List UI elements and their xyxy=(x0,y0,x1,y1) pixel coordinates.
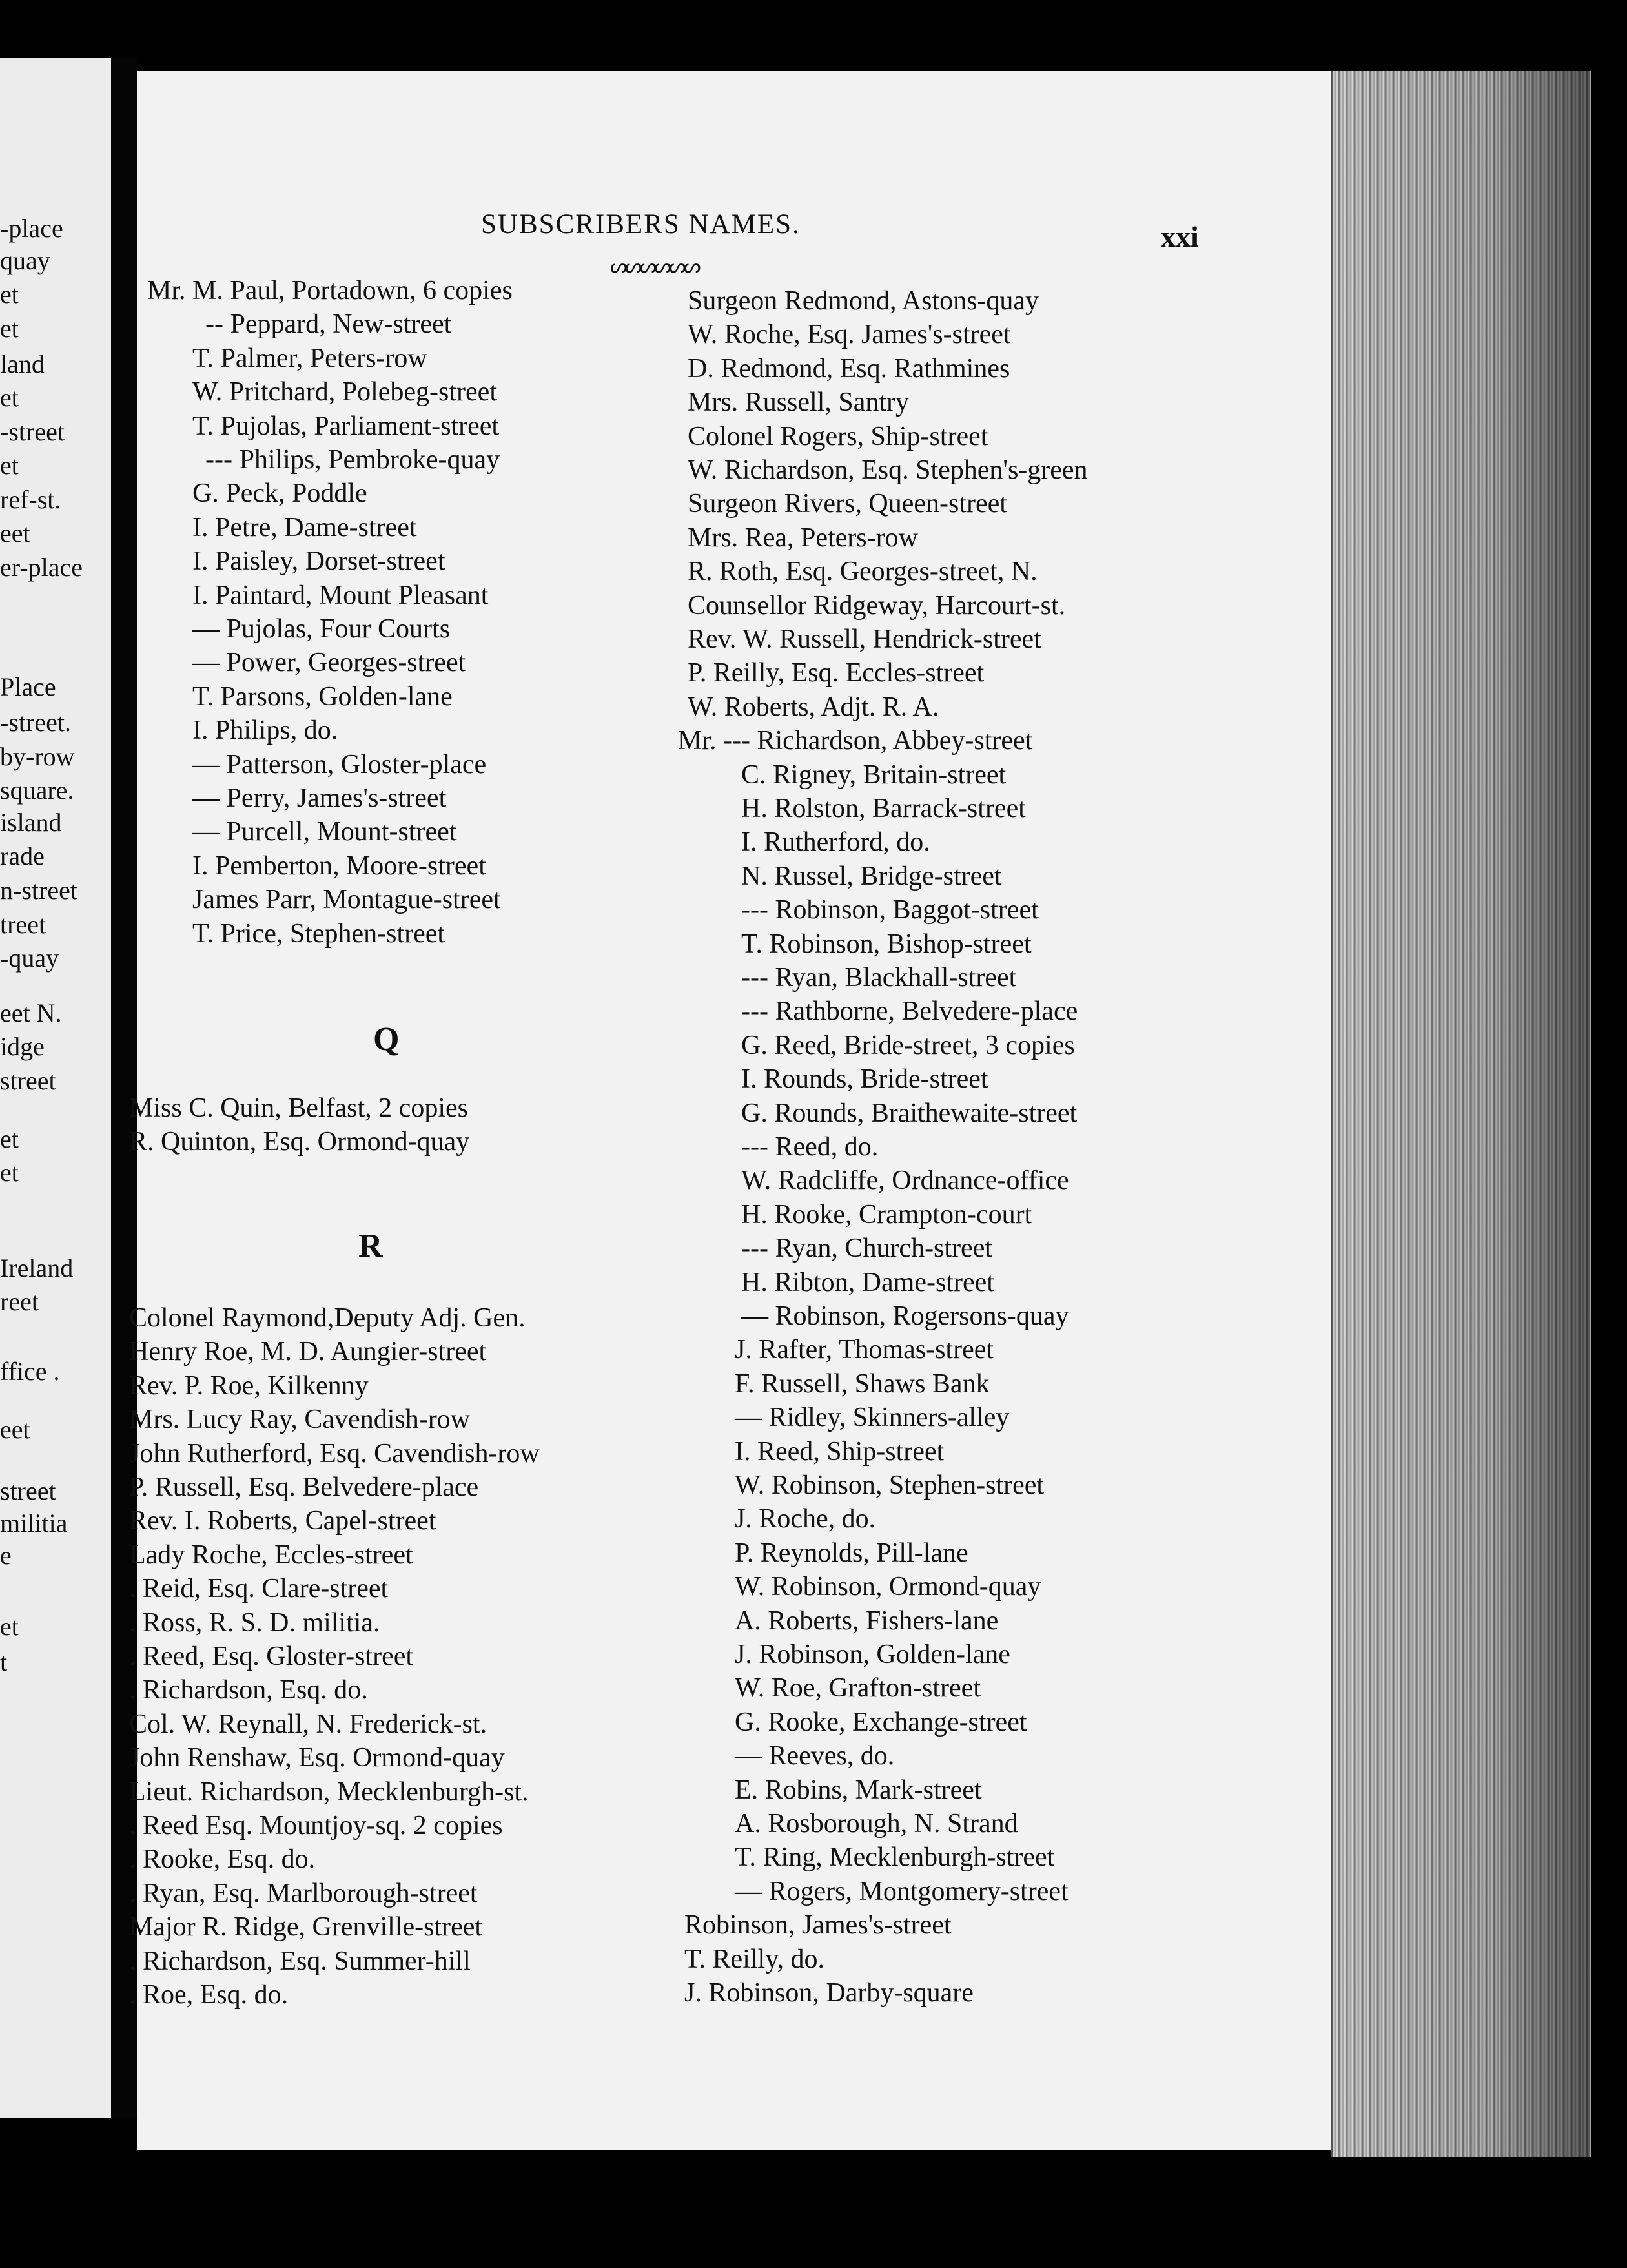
subscriber-entry: E. Robins, Mark-street xyxy=(735,1775,982,1805)
subscriber-entry: I. Rutherford, do. xyxy=(741,827,930,858)
left-page-fragment-line: square. xyxy=(0,776,74,805)
page-edges-shade xyxy=(1331,71,1590,2157)
subscriber-entry: W. Radcliffe, Ordnance-office xyxy=(741,1166,1069,1196)
subscriber-entry: G. Rooke, Exchange-street xyxy=(735,1707,1027,1737)
left-page-fragment-line: -street xyxy=(0,417,65,446)
subscriber-entry: John Renshaw, Esq. Ormond-quay xyxy=(129,1743,505,1773)
subscriber-entry: T. Price, Stephen-street xyxy=(192,918,445,949)
subscriber-entry: R. Roth, Esq. Georges-street, N. xyxy=(688,557,1038,587)
left-page-fragment-line: militia xyxy=(0,1509,68,1538)
subscriber-entry: Lady Roche, Eccles-street xyxy=(129,1540,413,1570)
subscriber-entry: Miss C. Quin, Belfast, 2 copies xyxy=(129,1093,468,1123)
section-heading-r: R xyxy=(358,1228,383,1264)
left-page-fragment-line: treet xyxy=(0,910,46,939)
subscriber-entry: T. Parsons, Golden-lane xyxy=(192,681,453,712)
left-page-fragment-line: by-row xyxy=(0,742,75,771)
left-page-fragment-line: et xyxy=(0,1124,19,1153)
subscriber-entry: T. Ring, Mecklenburgh-street xyxy=(735,1842,1055,1873)
left-page-fragment-line: et xyxy=(0,280,19,309)
subscriber-entry: R. Quinton, Esq. Ormond-quay xyxy=(129,1127,470,1157)
ornament-rule: ᔕᔕᔕᔕᔕᔕ xyxy=(610,256,699,277)
left-page-fragment-line: -place xyxy=(0,214,63,243)
left-page-fragment-line: -street. xyxy=(0,708,71,737)
left-page-fragment-line: e xyxy=(0,1541,12,1570)
subscriber-entry: Lieut. Richardson, Mecklenburgh-st. xyxy=(129,1777,529,1807)
subscriber-entry: I. Pemberton, Moore-street xyxy=(192,850,486,881)
page-number: xxi xyxy=(1161,220,1199,253)
left-page-fragment-line: et xyxy=(0,1612,19,1641)
subscriber-entry: Mr. M. Paul, Portadown, 6 copies xyxy=(147,276,513,305)
subscriber-entry: Major R. Ridge, Grenville-street xyxy=(129,1912,483,1943)
subscriber-entry: — Ridley, Skinners-alley xyxy=(735,1403,1010,1433)
subscriber-entry: --- Robinson, Baggot-street xyxy=(741,895,1039,925)
subscriber-entry: . Reed, Esq. Gloster-street xyxy=(129,1642,414,1671)
subscriber-entry: . Rooke, Esq. do. xyxy=(129,1844,316,1875)
subscriber-entry: J. Robinson, Golden-lane xyxy=(735,1640,1010,1669)
left-page-fragment-line: reet xyxy=(0,1287,39,1316)
subscriber-entry: James Parr, Montague-street xyxy=(192,885,501,915)
subscriber-entry: G. Rounds, Braithewaite-street xyxy=(741,1098,1078,1128)
subscriber-entry: — Power, Georges-street xyxy=(192,648,466,678)
subscriber-entry: Mrs. Rea, Peters-row xyxy=(688,522,918,553)
subscriber-entry: J. Robinson, Darby-square xyxy=(684,1978,974,2008)
subscriber-entry: --- Philips, Pembroke-quay xyxy=(205,445,500,475)
subscriber-entry: . Reed Esq. Mountjoy-sq. 2 copies xyxy=(129,1811,503,1840)
subscriber-entry: I. Reed, Ship-street xyxy=(735,1436,945,1467)
subscriber-entry: Henry Roe, M. D. Aungier-street xyxy=(129,1337,487,1367)
subscriber-entry: W. Roberts, Adjt. R. A. xyxy=(688,692,939,722)
subscriber-entry: -- Peppard, New-street xyxy=(205,309,452,340)
subscriber-entry: Robinson, James's-street xyxy=(684,1910,952,1941)
left-page-fragment-line: eet xyxy=(0,519,30,548)
subscriber-entry: Mrs. Lucy Ray, Cavendish-row xyxy=(129,1405,471,1435)
subscriber-entry: Rev. I. Roberts, Capel-street xyxy=(129,1506,436,1536)
left-page-fragment-line: eet N. xyxy=(0,998,62,1027)
subscriber-entry: T. Pujolas, Parliament-street xyxy=(192,411,500,441)
subscriber-entry: — Patterson, Gloster-place xyxy=(192,749,487,779)
left-page-fragment-line: street xyxy=(0,1476,56,1505)
left-page-fragment-line: eet xyxy=(0,1415,30,1444)
left-page-fragment-line: er-place xyxy=(0,553,83,582)
left-page-fragment-line: idge xyxy=(0,1032,45,1061)
subscriber-entry: W. Robinson, Stephen-street xyxy=(735,1470,1045,1500)
subscriber-entry: . Ross, R. S. D. militia. xyxy=(129,1607,380,1638)
subscriber-entry: Colonel Raymond,Deputy Adj. Gen. xyxy=(129,1303,526,1333)
subscriber-entry: — Perry, James's-street xyxy=(192,783,447,813)
subscriber-entry: — Pujolas, Four Courts xyxy=(192,614,451,644)
page-title: SUBSCRIBERS NAMES. xyxy=(481,209,801,240)
subscriber-entry: G. Peck, Poddle xyxy=(192,479,367,509)
left-page-fragment-line: street xyxy=(0,1066,56,1095)
left-page-fragment-line: t xyxy=(0,1647,8,1676)
subscriber-entry: D. Redmond, Esq. Rathmines xyxy=(688,353,1010,384)
subscriber-entry: --- Reed, do. xyxy=(741,1132,879,1162)
subscriber-entry: . Reid, Esq. Clare-street xyxy=(129,1574,389,1604)
left-page-fragment xyxy=(0,58,111,2118)
subscriber-entry: --- Ryan, Church-street xyxy=(741,1233,993,1264)
subscriber-entry: A. Roberts, Fishers-lane xyxy=(735,1605,999,1636)
subscriber-entry: Rev. W. Russell, Hendrick-street xyxy=(688,624,1041,654)
subscriber-entry: . Ryan, Esq. Marlborough-street xyxy=(129,1878,478,1908)
subscriber-entry: . Richardson, Esq. Summer-hill xyxy=(129,1946,471,1976)
left-page-fragment-line: island xyxy=(0,808,62,837)
subscriber-entry: . Roe, Esq. do. xyxy=(129,1980,289,2010)
left-page-fragment-line: et xyxy=(0,314,19,343)
subscriber-entry: P. Russell, Esq. Belvedere-place xyxy=(129,1472,479,1502)
subscriber-entry: W. Robinson, Ormond-quay xyxy=(735,1572,1041,1602)
subscriber-entry: John Rutherford, Esq. Cavendish-row xyxy=(129,1438,540,1469)
left-page-fragment-line: ref-st. xyxy=(0,485,61,514)
subscriber-entry: T. Robinson, Bishop-street xyxy=(741,929,1032,959)
left-page-fragment-line: rade xyxy=(0,841,45,871)
subscriber-entry: — Reeves, do. xyxy=(735,1741,895,1771)
subscriber-entry: I. Paintard, Mount Pleasant xyxy=(192,580,489,610)
subscriber-entry: H. Rooke, Crampton-court xyxy=(741,1199,1032,1230)
subscriber-entry: J. Roche, do. xyxy=(735,1504,876,1534)
subscriber-entry: H. Ribton, Dame-street xyxy=(741,1267,994,1297)
left-page-fragment-line: ffice . xyxy=(0,1357,60,1386)
left-page-fragment-line: et xyxy=(0,383,19,412)
subscriber-entry: I. Paisley, Dorset-street xyxy=(192,546,445,577)
left-page-fragment-line: et xyxy=(0,451,19,480)
left-page-fragment-line: -quay xyxy=(0,943,59,973)
subscriber-entry: Mrs. Russell, Santry xyxy=(688,387,910,418)
subscriber-entry: P. Reynolds, Pill-lane xyxy=(735,1538,968,1568)
subscriber-entry: C. Rigney, Britain-street xyxy=(741,759,1007,790)
subscriber-entry: Col. W. Reynall, N. Frederick-st. xyxy=(129,1709,487,1739)
subscriber-entry: I. Philips, do. xyxy=(192,716,338,746)
section-heading-q: Q xyxy=(373,1021,400,1058)
subscriber-entry: Surgeon Rivers, Queen-street xyxy=(688,489,1007,519)
subscriber-entry: J. Rafter, Thomas-street xyxy=(735,1335,994,1365)
subscriber-entry: W. Roche, Esq. James's-street xyxy=(688,320,1011,350)
subscriber-entry: N. Russel, Bridge-street xyxy=(741,861,1002,891)
subscriber-entry: Mr. --- Richardson, Abbey-street xyxy=(678,726,1033,756)
subscriber-entry: Counsellor Ridgeway, Harcourt-st. xyxy=(688,590,1066,621)
subscriber-entry: --- Rathborne, Belvedere-place xyxy=(741,996,1078,1027)
left-page-fragment-line: et xyxy=(0,1158,19,1187)
subscriber-entry: W. Roe, Grafton-street xyxy=(735,1673,981,1704)
left-page-fragment-line: Ireland xyxy=(0,1253,74,1283)
subscriber-entry: F. Russell, Shaws Bank xyxy=(735,1368,990,1399)
left-page-fragment-line: n-street xyxy=(0,876,77,905)
subscriber-entry: W. Pritchard, Polebeg-street xyxy=(192,377,497,407)
subscriber-entry: P. Reilly, Esq. Eccles-street xyxy=(688,658,985,688)
subscriber-entry: A. Rosborough, N. Strand xyxy=(735,1809,1018,1839)
subscriber-entry: I. Petre, Dame-street xyxy=(192,512,417,542)
subscriber-entry: Rev. P. Roe, Kilkenny xyxy=(129,1370,369,1401)
subscriber-entry: T. Palmer, Peters-row xyxy=(192,343,427,373)
subscriber-entry: Colonel Rogers, Ship-street xyxy=(688,421,988,451)
left-page-fragment-line: land xyxy=(0,349,45,378)
subscriber-entry: — Robinson, Rogersons-quay xyxy=(741,1301,1069,1331)
left-page-fragment-line: quay xyxy=(0,246,50,275)
subscriber-entry: --- Ryan, Blackhall-street xyxy=(741,963,1017,993)
left-page-fragment-line: Place xyxy=(0,672,56,701)
subscriber-entry: W. Richardson, Esq. Stephen's-green xyxy=(688,455,1088,485)
subscriber-entry: G. Reed, Bride-street, 3 copies xyxy=(741,1030,1075,1060)
subscriber-entry: — Rogers, Montgomery-street xyxy=(735,1876,1069,1906)
subscriber-entry: Surgeon Redmond, Astons-quay xyxy=(688,286,1039,316)
subscriber-entry: . Richardson, Esq. do. xyxy=(129,1675,368,1706)
subscriber-entry: T. Reilly, do. xyxy=(684,1944,824,1974)
subscriber-entry: H. Rolston, Barrack-street xyxy=(741,794,1026,823)
subscriber-entry: — Purcell, Mount-street xyxy=(192,817,457,847)
subscriber-entry: I. Rounds, Bride-street xyxy=(741,1064,988,1095)
